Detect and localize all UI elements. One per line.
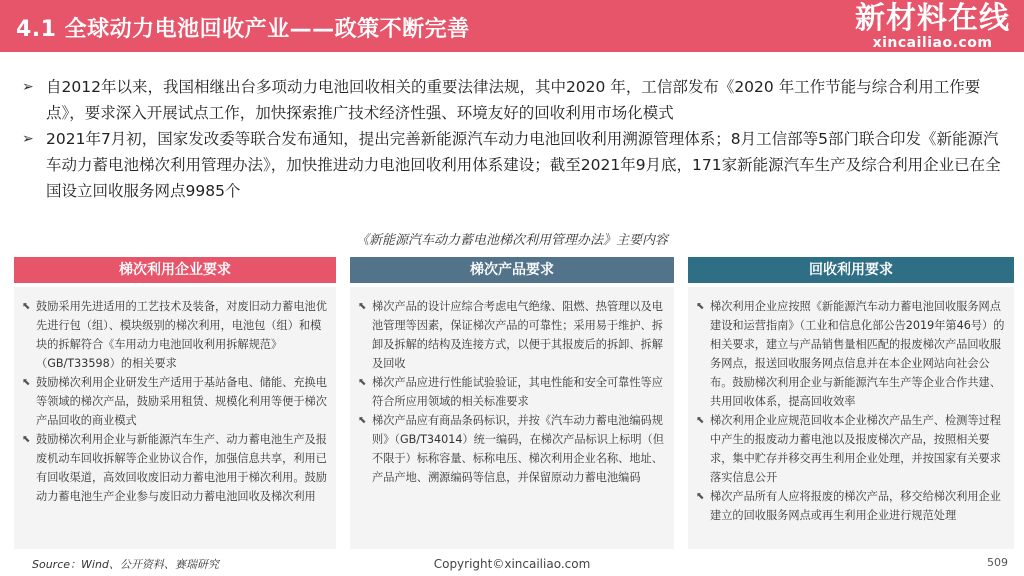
checkbox-arrow-icon: ⬉ — [22, 434, 31, 445]
checkbox-arrow-icon: ⬉ — [22, 377, 31, 388]
bullet-list — [22, 74, 1012, 204]
list-item — [22, 373, 328, 430]
checkbox-arrow-icon: ⬉ — [358, 415, 367, 426]
item-text: 鼓励梯次利用企业与新能源汽车生产、动力蓄电池生产及报废机动车回收拆解等企业协议合作，加强信息共享，利用已有回收渠道，高效回收废旧动力蓄电池用于梯次利用。鼓励动力蓄电池生产企业参与废旧动力蓄电池回收及梯次利用 — [36, 433, 327, 503]
logo-cn: 新材料在线 — [855, 1, 1010, 36]
bullet-text: 自2012年以来，我国相继出台多项动力电池回收相关的重要法律法规，其中2020 年，工信部发布《2020 年工作节能与综合利用工作要点》，要求深入开展试点工作，加快探索推广技术经济性强、环境友好的回收利用市场化模式 — [46, 78, 981, 122]
column-recycling — [688, 257, 1014, 547]
list-item — [696, 487, 1006, 525]
checkbox-arrow-icon: ⬉ — [22, 301, 31, 312]
column-header: 梯次产品要求 — [350, 257, 674, 283]
checkbox-arrow-icon: ⬉ — [358, 301, 367, 312]
column-body — [350, 287, 674, 549]
source-note: Source：Wind、公开资料、赛瑞研究 — [32, 558, 219, 571]
item-text: 梯次产品应有商品条码标识，并按《汽车动力蓄电池编码规则》（GB/T34014）统一编码，在梯次产品标识上标明（但不限于）标称容量、标称电压、梯次利用企业名称、地址、产品产地、溯源编码等信息，并保留原动力蓄电池编码 — [372, 414, 664, 484]
title-bar — [0, 0, 1024, 52]
checkbox-arrow-icon: ⬉ — [696, 301, 705, 312]
item-text: 梯次利用企业应规范回收本企业梯次产品生产、检测等过程中产生的报废动力蓄电池以及报废梯次产品，按照相关要求，集中贮存并移交再生利用企业处理，并按国家有关要求落实信息公开 — [710, 414, 1001, 484]
column-enterprise — [14, 257, 336, 547]
column-header: 回收利用要求 — [688, 257, 1014, 283]
list-item — [696, 411, 1006, 487]
list-item — [22, 297, 328, 373]
item-text: 梯次产品应进行性能试验验证，其电性能和安全可靠性等应符合所应用领域的相关标准要求 — [372, 376, 663, 408]
list-item — [358, 297, 666, 373]
checkbox-arrow-icon: ⬉ — [358, 377, 367, 388]
bullet-text: 2021年7月初，国家发改委等联合发布通知，提出完善新能源汽车动力电池回收利用溯源管理体系；8月工信部等5部门联合印发《新能源汽车动力蓄电池梯次利用管理办法》，加快推进动力电池回收利用体系建设；截至2021年9月底，171家新能源汽车生产及综合利用企业已在全国设立回收服务网点9985个 — [46, 130, 1001, 200]
item-text: 梯次产品所有人应将报废的梯次产品，移交给梯次利用企业建立的回收服务网点或再生利用企业进行规范处理 — [710, 490, 1001, 522]
arrow-right-icon: ➢ — [22, 131, 34, 147]
section-subtitle: 《新能源汽车动力蓄电池梯次利用管理办法》主要内容 — [355, 233, 668, 248]
list-item — [696, 297, 1006, 411]
logo-en: xincailiao.com — [872, 35, 993, 51]
list-item — [358, 373, 666, 411]
checkbox-arrow-icon: ⬉ — [696, 491, 705, 502]
checkbox-arrow-icon: ⬉ — [696, 415, 705, 426]
column-product — [350, 257, 674, 547]
page-number: 509 — [987, 556, 1008, 569]
page-title: 4.1 全球动力电池回收产业——政策不断完善 — [16, 17, 470, 42]
logo — [855, 2, 1010, 50]
list-item — [22, 430, 328, 506]
column-body — [14, 287, 336, 549]
list-item — [358, 411, 666, 487]
item-text: 鼓励梯次利用企业研发生产适用于基站备电、储能、充换电等领域的梯次产品，鼓励采用租赁、规模化利用等便于梯次产品回收的商业模式 — [36, 376, 327, 427]
bullet-item — [22, 74, 1012, 126]
item-text: 鼓励采用先进适用的工艺技术及装备，对废旧动力蓄电池优先进行包（组）、模块级别的梯次利用，电池包（组）和模块的拆解符合《车用动力电池回收利用拆解规范》（GB/T33598）的相关要求 — [36, 300, 327, 370]
column-body — [688, 287, 1014, 549]
item-text: 梯次利用企业应按照《新能源汽车动力蓄电池回收服务网点建设和运营指南》（工业和信息化部公告2019年第46号）的相关要求，建立与产品销售量相匹配的报废梯次产品回收服务网点，报送回收服务网点信息并在本企业网站向社会公布。鼓励梯次利用企业与新能源汽车生产等企业合作共建、共用回收体系，提高回收效率 — [710, 300, 1005, 408]
column-header: 梯次利用企业要求 — [14, 257, 336, 283]
arrow-right-icon: ➢ — [22, 79, 34, 95]
bullet-item — [22, 126, 1012, 204]
item-text: 梯次产品的设计应综合考虑电气绝缘、阻燃、热管理以及电池管理等因素，保证梯次产品的可靠性；采用易于维护、拆卸及拆解的结构及连接方式，以便于其报废后的拆卸、拆解及回收 — [372, 300, 663, 370]
copyright: Copyright©xincailiao.com — [433, 557, 591, 571]
